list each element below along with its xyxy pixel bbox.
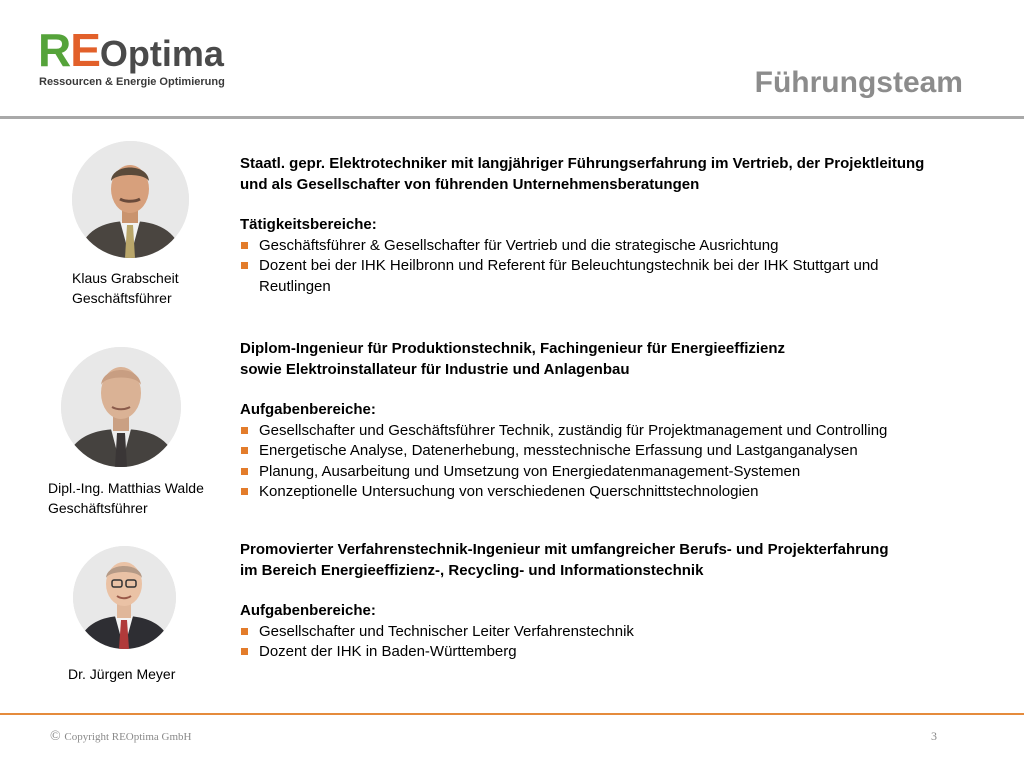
- square-bullet-icon: [241, 648, 248, 655]
- copyright-notice: [50, 729, 192, 745]
- person-bio: [240, 154, 940, 297]
- bio-item-text: Dozent bei der IHK Heilbronn und Referent für Beleuchtungstechnik bei der IHK Stuttgart und Reutlingen: [259, 257, 879, 295]
- bio-intro-line: und als Gesellschafter von führenden Unternehmensberatungen: [240, 175, 700, 193]
- bio-item: [240, 441, 940, 462]
- bio-item: [240, 236, 940, 257]
- page-title: Führungsteam: [754, 66, 963, 99]
- bio-item: [240, 482, 940, 503]
- bio-section-heading: Aufgabenbereiche:: [240, 602, 376, 619]
- bio-item-text: Energetische Analyse, Datenerhebung, messtechnische Erfassung und Lastganganalysen: [259, 442, 858, 459]
- bio-item-text: Geschäftsführer & Gesellschafter für Vertrieb und die strategische Ausrichtung: [259, 236, 779, 254]
- logo-optima: Optima: [99, 33, 224, 74]
- bio-item-text: Gesellschafter und Geschäftsführer Technik, zuständig für Projektmanagement und Controlling: [259, 421, 888, 439]
- bio-item: [240, 421, 940, 442]
- logo-letter-r: R: [38, 24, 71, 76]
- square-bullet-icon: [241, 262, 248, 269]
- bio-item-list: [240, 622, 940, 663]
- bio-section-heading: Aufgabenbereiche:: [240, 401, 376, 418]
- logo-tagline: Ressourcen & Energie Optimierung: [39, 76, 225, 88]
- person-photo-icon: [72, 141, 189, 258]
- person-role: Geschäftsführer: [72, 290, 172, 306]
- person-name: Klaus Grabscheit: [72, 270, 179, 286]
- portrait-photo-juergen-meyer: [73, 546, 176, 649]
- bio-intro-line: Promovierter Verfahrenstechnik-Ingenieur mit umfangreicher Berufs- und Projekterfahrung: [240, 541, 889, 558]
- person-bio: [240, 540, 940, 663]
- person-photo-icon: [61, 347, 181, 467]
- bio-item: [240, 622, 940, 643]
- person-name: Dr. Jürgen Meyer: [68, 666, 176, 682]
- bio-item-text: Konzeptionelle Untersuchung von verschiedenen Querschnittstechnologien: [259, 483, 759, 500]
- logo-wordmark: [38, 26, 224, 78]
- footer-divider: [0, 713, 1024, 715]
- square-bullet-icon: [241, 468, 248, 475]
- header-divider: [0, 116, 1024, 119]
- portrait-photo-matthias-walde: [61, 347, 181, 467]
- square-bullet-icon: [241, 447, 248, 454]
- bio-intro: [240, 339, 940, 380]
- person-caption: [72, 268, 179, 308]
- bio-section-heading: Tätigkeitsbereiche:: [240, 216, 377, 233]
- bio-item-list: [240, 421, 940, 503]
- bio-intro: [240, 540, 940, 581]
- logo-letter-e: E: [70, 24, 100, 76]
- company-logo: [38, 26, 238, 96]
- person-name: Dipl.-Ing. Matthias Walde: [48, 480, 204, 496]
- bio-intro: [240, 154, 940, 195]
- person-photo-icon: [73, 546, 176, 649]
- person-caption: [68, 664, 175, 684]
- square-bullet-icon: [241, 427, 248, 434]
- bio-intro-line: Staatl. gepr. Elektrotechniker mit langjähriger Führungserfahrung im Vertrieb, der Projektleitung: [240, 155, 925, 172]
- square-bullet-icon: [241, 628, 248, 635]
- bio-item: [240, 462, 940, 483]
- person-role: Geschäftsführer: [48, 500, 148, 516]
- person-bio: [240, 339, 940, 503]
- copyright-icon: ©: [50, 729, 61, 744]
- portrait-photo-klaus-grabscheit: [72, 141, 189, 258]
- bio-item-text: Gesellschafter und Technischer Leiter Verfahrenstechnik: [259, 622, 634, 640]
- bio-intro-line: Diplom-Ingenieur für Produktionstechnik, Fachingenieur für Energieeffizienz: [240, 340, 786, 357]
- square-bullet-icon: [241, 488, 248, 495]
- page-number: 3: [931, 729, 937, 743]
- bio-item: [240, 256, 940, 297]
- bio-item: [240, 642, 940, 663]
- copyright-text: Copyright REOptima GmbH: [64, 731, 192, 743]
- person-caption: [48, 478, 204, 518]
- bio-item-text: Dozent der IHK in Baden-Württemberg: [259, 643, 517, 660]
- bio-intro-line: im Bereich Energieeffizienz-, Recycling- und Informationstechnik: [240, 561, 704, 579]
- bio-item-text: Planung, Ausarbeitung und Umsetzung von Energiedatenmanagement-Systemen: [259, 462, 801, 480]
- bio-intro-line: sowie Elektroinstallateur für Industrie und Anlagenbau: [240, 360, 630, 378]
- square-bullet-icon: [241, 242, 248, 249]
- bio-item-list: [240, 236, 940, 298]
